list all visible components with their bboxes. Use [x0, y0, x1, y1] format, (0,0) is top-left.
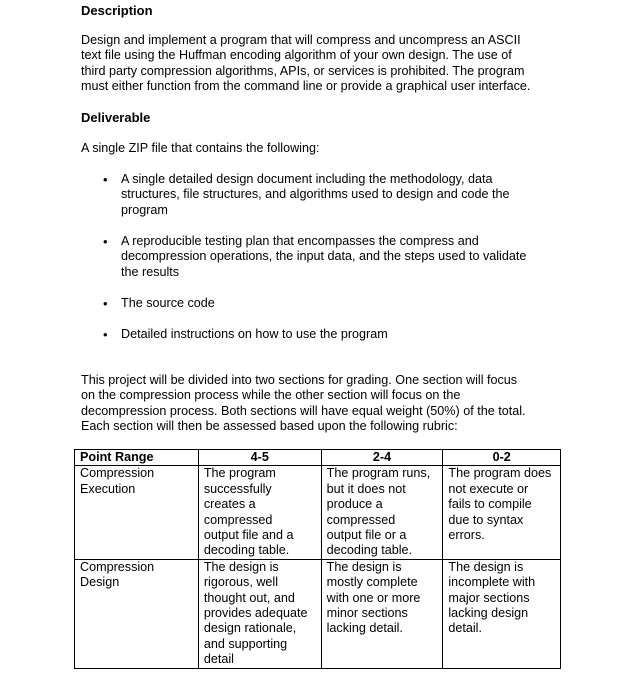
- cell-line: design rationale,: [203, 621, 297, 636]
- cell-line: output file or a: [326, 528, 407, 543]
- description-heading: Description: [81, 3, 153, 18]
- cell-line: thought out, and: [203, 590, 295, 605]
- cell-line: compressed: [203, 512, 273, 527]
- cell-line: The program: [203, 466, 276, 481]
- cell-line: due to syntax: [448, 512, 524, 527]
- cell-line: Design: [80, 575, 120, 590]
- item-line: Detailed instructions on how to use the program: [121, 327, 388, 341]
- description-line: text file using the Huffman encoding algorithm of your own design. The use of: [81, 48, 512, 63]
- cell-line: mostly complete: [326, 575, 418, 590]
- rubric-header-row: [75, 450, 561, 466]
- cell-line: produce a: [326, 497, 383, 512]
- item-line: the results: [121, 264, 180, 279]
- grading-line: This project will be divided into two sections for grading. One section will focus: [81, 373, 518, 387]
- header-2-4: 2-4: [321, 450, 443, 466]
- grading-line: on the compression process while the other section will focus on the: [81, 388, 461, 403]
- deliverable-item-design-document: [121, 172, 561, 218]
- grading-line: decompression process. Both sections will have equal weight (50%) of the total.: [81, 403, 526, 418]
- rubric-row-execution: [75, 466, 561, 559]
- bullet-icon: •: [103, 234, 108, 249]
- header-point-range: Point Range: [75, 450, 199, 466]
- cell-line: decoding table.: [326, 543, 413, 558]
- cell-line: The program runs,: [326, 466, 431, 481]
- cell-line: output file and a: [203, 528, 294, 543]
- cell-line: successfully: [203, 481, 272, 496]
- bullet-icon: •: [103, 172, 108, 187]
- description-line: Design and implement a program that will compress and uncompress an ASCII: [81, 33, 521, 47]
- cell-line: errors.: [448, 528, 485, 543]
- description-line: must either function from the command line or provide a graphical user interface.: [81, 79, 531, 94]
- bullet-icon: •: [103, 327, 108, 342]
- rubric-row-design: [75, 559, 561, 668]
- item-line: decompression operations, the input data, and the steps used to validate: [121, 249, 527, 264]
- score-mid-cell: [321, 466, 443, 559]
- cell-line: provides adequate: [203, 606, 308, 621]
- bullet-icon: •: [103, 296, 108, 311]
- cell-line: fails to compile: [448, 497, 532, 512]
- score-low-cell: [443, 466, 561, 559]
- cell-line: The design is: [448, 559, 524, 574]
- description-line: third party compression algorithms, APIs, or services is prohibited. The program: [81, 63, 525, 78]
- cell-line: Compression: [80, 559, 155, 574]
- description-paragraph: [81, 33, 571, 95]
- score-mid-cell: [321, 559, 443, 668]
- item-line: A reproducible testing plan that encompasses the compress and: [121, 234, 479, 248]
- item-line: structures, file structures, and algorithms used to design and code the: [121, 187, 510, 202]
- deliverable-heading: Deliverable: [81, 110, 151, 125]
- deliverable-item-instructions: [121, 327, 561, 342]
- cell-line: major sections: [448, 590, 530, 605]
- cell-line: detail: [203, 652, 234, 667]
- grading-paragraph: [81, 373, 571, 435]
- item-line: The source code: [121, 296, 215, 310]
- cell-line: lacking detail.: [326, 621, 403, 636]
- cell-line: not execute or: [448, 481, 529, 496]
- rubric-table: [74, 449, 561, 669]
- criterion-cell: [75, 466, 199, 559]
- score-low-cell: [443, 559, 561, 668]
- header-0-2: 0-2: [443, 450, 561, 466]
- deliverable-item-source-code: [121, 296, 561, 311]
- grading-line: Each section will then be assessed based upon the following rubric:: [81, 419, 458, 434]
- cell-line: Compression: [80, 466, 155, 481]
- cell-line: with one or more: [326, 590, 421, 605]
- cell-line: compressed: [326, 512, 396, 527]
- cell-line: minor sections: [326, 606, 408, 621]
- cell-line: detail.: [448, 621, 482, 636]
- cell-line: decoding table.: [203, 543, 290, 558]
- cell-line: Execution: [80, 481, 136, 496]
- cell-line: The program does: [448, 466, 552, 481]
- cell-line: and supporting: [203, 636, 288, 651]
- cell-line: rigorous, well: [203, 575, 279, 590]
- deliverable-intro: A single ZIP file that contains the following:: [81, 141, 320, 155]
- cell-line: incomplete with: [448, 575, 536, 590]
- cell-line: creates a: [203, 497, 256, 512]
- item-line: program: [121, 202, 168, 217]
- cell-line: but it does not: [326, 481, 406, 496]
- cell-line: The design is: [326, 559, 402, 574]
- criterion-cell: [75, 559, 199, 668]
- item-line: A single detailed design document including the methodology, data: [121, 172, 493, 186]
- score-high-cell: [198, 559, 321, 668]
- score-high-cell: [198, 466, 321, 559]
- deliverable-item-testing-plan: [121, 234, 561, 280]
- cell-line: lacking design: [448, 606, 529, 621]
- cell-line: The design is: [203, 559, 279, 574]
- header-4-5: 4-5: [198, 450, 321, 466]
